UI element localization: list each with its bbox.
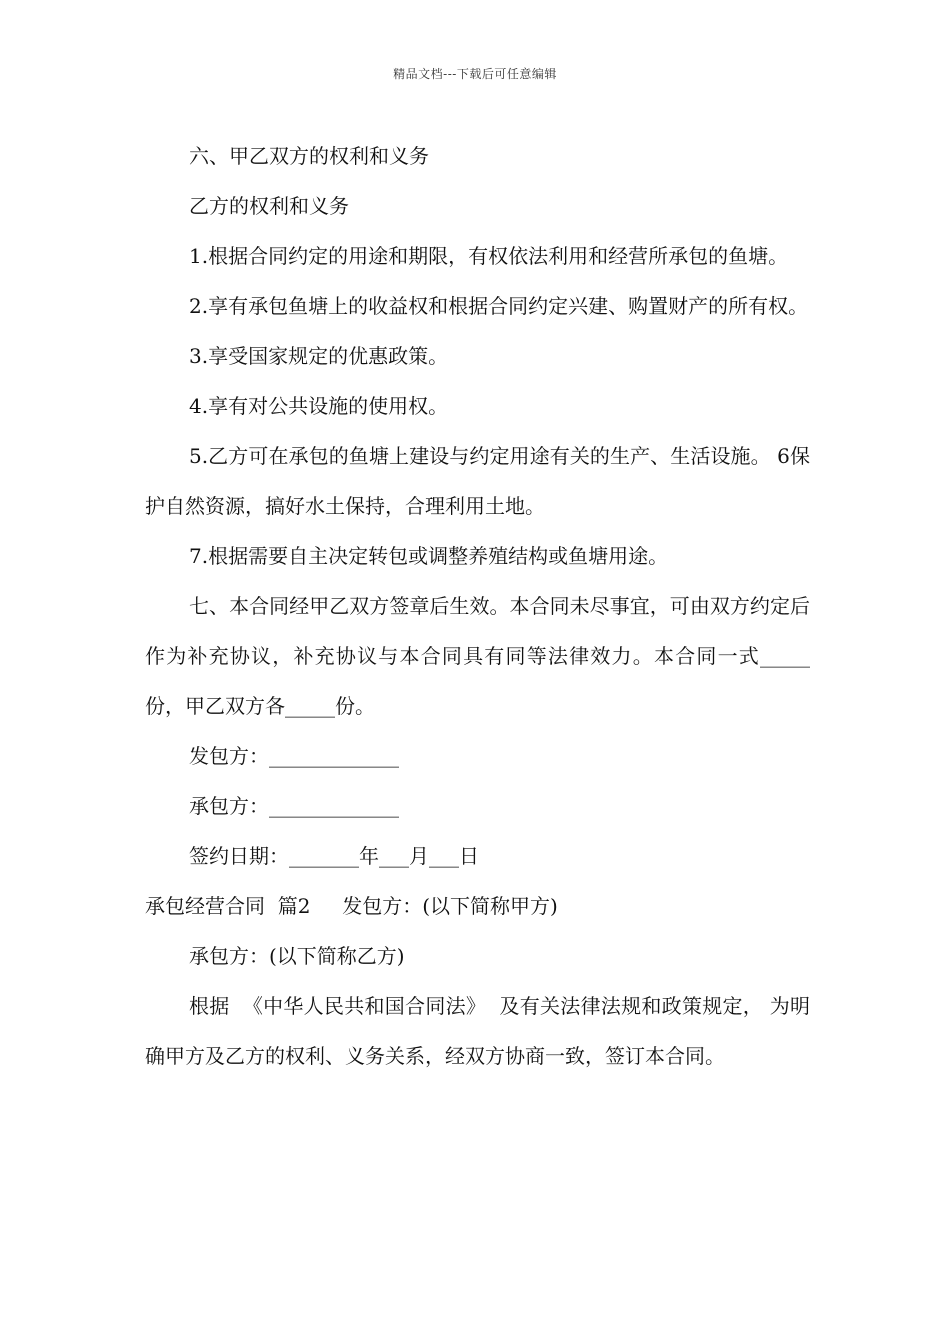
document-body (145, 131, 810, 1081)
contractor-signature-line: 承包方：_____________ (189, 794, 399, 818)
page-header: 精品文档---下载后可任意编辑 (393, 67, 557, 81)
clause-3: 3.享受国家规定的优惠政策。 (189, 344, 449, 368)
section-six-heading: 六、甲乙双方的权利和义务 (189, 144, 429, 168)
issuer-signature-line: 发包方：_____________ (189, 744, 399, 768)
party-b-rights-heading: 乙方的权利和义务 (189, 194, 349, 218)
clause-4: 4.享有对公共设施的使用权。 (189, 394, 449, 418)
clause-5-6: 5.乙方可在承包的鱼塘上建设与约定用途有关的生产、生活设施。 6保护自然资源，搞好水土保持，合理利用土地。 (145, 444, 810, 518)
contract-2-contractor: 承包方：(以下简称乙方) (189, 944, 405, 968)
signing-date-line: 签约日期：_______年___月___日 (189, 844, 479, 868)
contract-2-title: 承包经营合同 篇2 发包方：(以下简称甲方) (145, 894, 558, 918)
clause-2: 2.享有承包鱼塘上的收益权和根据合同约定兴建、购置财产的所有权。 (189, 294, 809, 318)
clause-1: 1.根据合同约定的用途和期限，有权依法利用和经营所承包的鱼塘。 (189, 244, 789, 268)
section-seven: 七、本合同经甲乙双方签章后生效。本合同未尽事宜，可由双方约定后作为补充协议，补充协议与本合同具有同等法律效力。本合同一式_____份，甲乙双方各_____份。 (145, 594, 810, 718)
contract-2-preamble: 根据 《中华人民共和国合同法》 及有关法律法规和政策规定， 为明确甲方及乙方的权利、义务关系，经双方协商一致，签订本合同。 (145, 994, 810, 1068)
clause-7: 7.根据需要自主决定转包或调整养殖结构或鱼塘用途。 (189, 544, 669, 568)
